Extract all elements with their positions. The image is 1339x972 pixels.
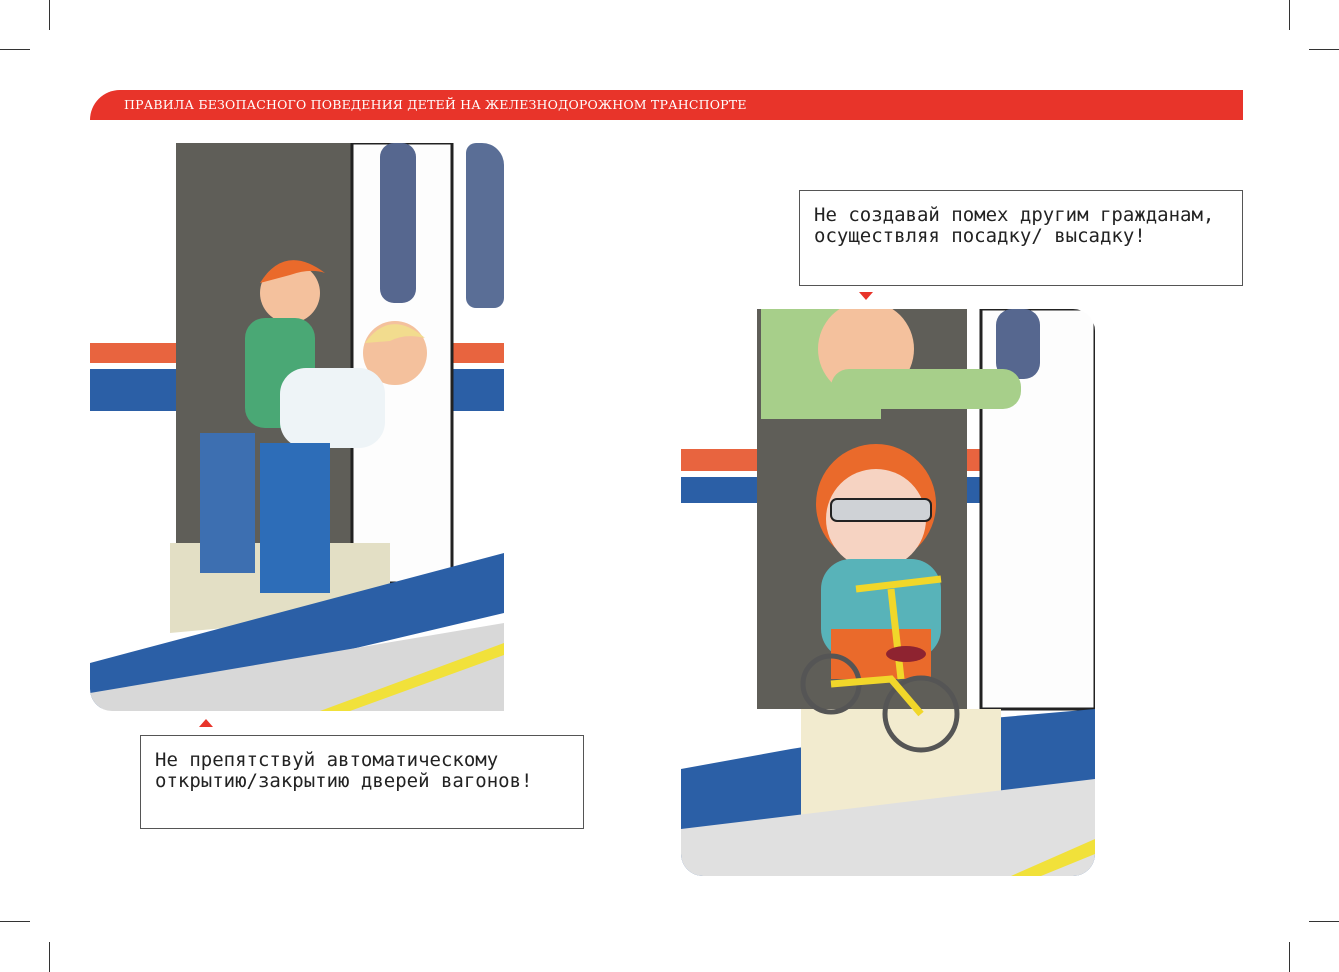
crop-mark <box>1289 942 1290 972</box>
illustration-boys-holding-door <box>90 143 504 711</box>
crop-mark <box>49 0 50 30</box>
caption-pointer-down <box>859 292 873 300</box>
caption-right: Не создавай помех другим гражданам, осуществляя посадку/ высадку! <box>799 190 1243 286</box>
page-title: ПРАВИЛА БЕЗОПАСНОГО ПОВЕДЕНИЯ ДЕТЕЙ НА ЖЕЛЕЗНОДОРОЖНОМ ТРАНСПОРТЕ <box>124 97 747 112</box>
illustration-child-with-bicycle <box>681 309 1095 876</box>
crop-mark <box>1289 0 1290 30</box>
crop-mark <box>1309 921 1339 922</box>
crop-mark <box>49 942 50 972</box>
header-bar <box>90 90 1243 120</box>
crop-mark <box>0 921 30 922</box>
crop-mark <box>0 49 30 50</box>
caption-pointer-up <box>199 719 213 727</box>
caption-left: Не препятствуй автоматическому открытию/закрытию дверей вагонов! <box>140 735 584 829</box>
crop-mark <box>1309 49 1339 50</box>
